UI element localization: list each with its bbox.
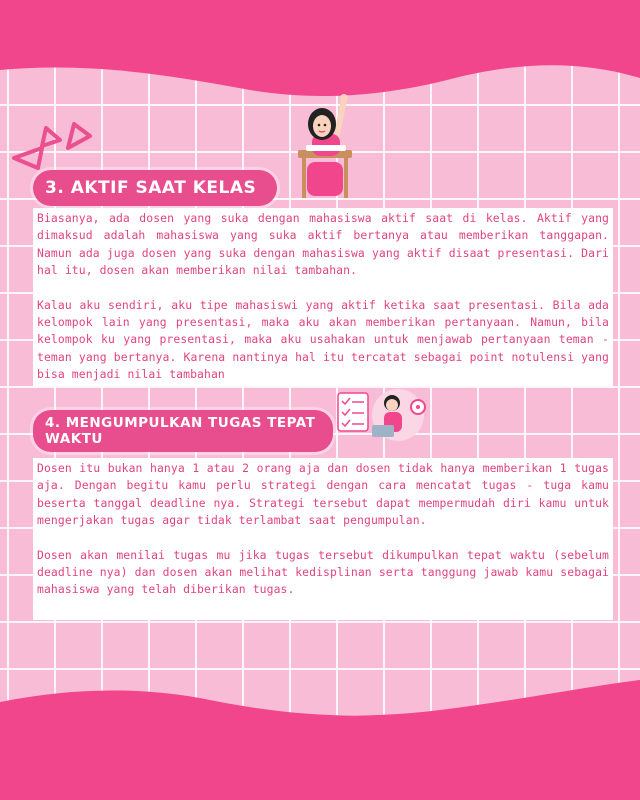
paragraph: Dosen itu bukan hanya 1 atau 2 orang aja dan dosen tidak hanya memberikan 1 tugas aja. Dengan begitu kamu perlu strategi dengan cara mencatat tugas - tuga kamu beserta tanggal deadline nya. Strategi tersebut dapat mempermudah diri kamu untuk mengerjakan tugas agar tidak terlambat saat pengumpulan. [37,461,609,528]
paragraph: Biasanya, ada dosen yang suka dengan mahasiswa aktif saat di kelas. Aktif yang dimaksud adalah mahasiswa yang suka aktif bertanya atau memberikan tanggapan. Namun ada juga dosen yang suka dengan mahasiswa yang aktif disaat presentasi. Dari hal itu, dosen akan memberikan nilai tambahan. [37,211,609,278]
content-card-aktif-saat-kelas [33,208,613,386]
burst-icon [8,118,94,178]
section-heading-mengumpulkan-tugas [33,410,333,452]
paragraph: Kalau aku sendiri, aku tipe mahasiswi yang aktif ketika saat presentasi. Bila ada kelompok lain yang presentasi, maka aku akan memberikan pertanyaan. Namun, bila kelompok ku yang presentasi, maka aku usahakan untuk menjawab pertanyaan teman - teman yang bertanya. Karena nantinya hal itu tercatat sebagai point notulensi yang bisa menjadi nilai tambahan [37,297,609,382]
bottom-wave [0,680,640,800]
student-raising-hand-illustration [290,90,360,205]
section-heading-aktif-saat-kelas [33,170,277,206]
content-card-mengumpulkan-tugas [33,458,613,620]
paragraph: Dosen akan menilai tugas mu jika tugas tersebut dikumpulkan tepat waktu (sebelum deadline nya) dan dosen akan melihat kedisplinan serta tanggung jawab kamu sebagai mahasiswa yang telah diberikan tugas. [37,547,609,597]
student-checklist-illustration [328,385,428,445]
section-heading-text: 3. AKTIF SAAT KELAS [45,178,257,198]
section-heading-text: 4. MENGUMPULKAN TUGAS TEPAT WAKTU [45,415,316,447]
